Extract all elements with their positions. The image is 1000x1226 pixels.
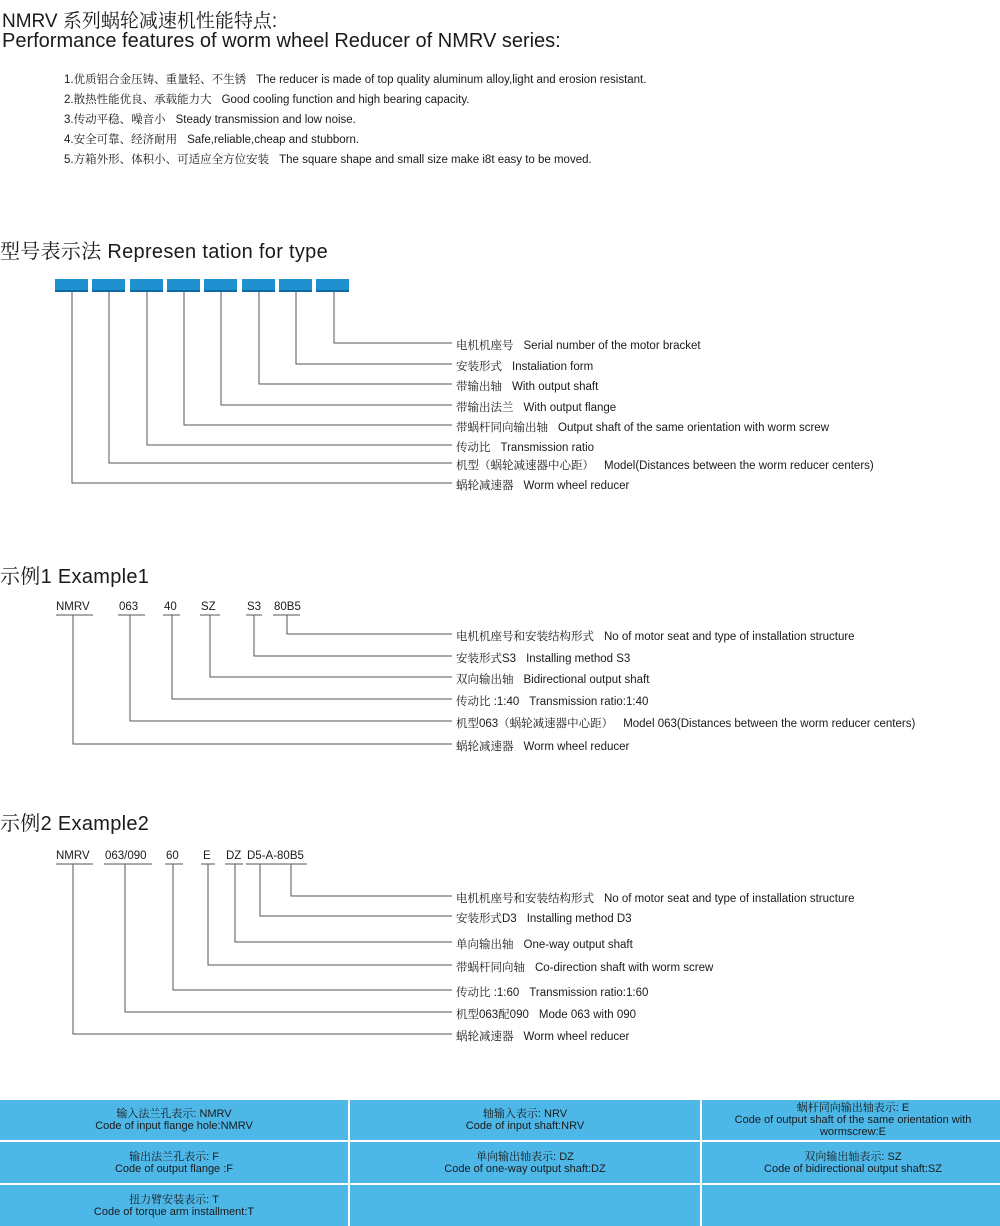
feature-item: 5.方箱外形、体积小、可适应全方位安装 The square shape and small size make i8t easy to be moved. bbox=[64, 154, 592, 166]
feature-item: 1.优质铝合金压铸、重量轻、不生锈 The reducer is made of top quality aluminum alloy,light and erosion resistant. bbox=[64, 74, 647, 86]
feature-item: 4.安全可靠、经济耐用 Safe,reliable,cheap and stubborn. bbox=[64, 134, 360, 146]
code-block bbox=[204, 279, 237, 292]
table-cell: 输入法兰孔表示: NMRV Code of input flange hole:NMRV bbox=[0, 1100, 348, 1140]
type-label: 传动比 Transmission ratio bbox=[456, 442, 595, 454]
example1-label: 传动比 :1:40 Transmission ratio:1:40 bbox=[456, 696, 649, 708]
example1-title: 示例1 Example1 bbox=[0, 566, 150, 588]
example1-label: 安装形式S3 Installing method S3 bbox=[456, 653, 631, 665]
type-label: 带输出法兰 With output flange bbox=[456, 402, 617, 414]
example2-label: 带蜗杆同向轴 Co-direction shaft with worm screw bbox=[456, 962, 714, 974]
feature-item: 3.传动平稳、噪音小 Steady transmission and low noise. bbox=[64, 114, 356, 126]
title-english: Performance features of worm wheel Reducer of NMRV series: bbox=[2, 30, 561, 52]
example1-code: S3 bbox=[247, 601, 262, 613]
code-block bbox=[92, 279, 125, 292]
code-table bbox=[0, 1100, 1000, 1222]
code-block bbox=[279, 279, 312, 292]
example2-label: 安装形式D3 Installing method D3 bbox=[456, 913, 632, 925]
example2-code: E bbox=[203, 850, 211, 862]
table-cell: 输出法兰孔表示: F Code of output flange :F bbox=[0, 1142, 348, 1183]
type-label: 机型（蜗轮减速器中心距） Model(Distances between the worm reducer centers) bbox=[456, 460, 874, 472]
example2-label: 单向输出轴 One-way output shaft bbox=[456, 939, 633, 951]
code-block bbox=[316, 279, 349, 292]
example2-code: NMRV bbox=[56, 850, 90, 862]
example2-label: 机型063配090 Mode 063 with 090 bbox=[456, 1009, 637, 1021]
example1-code: 80B5 bbox=[274, 601, 301, 613]
type-section-title: 型号表示法 Represen tation for type bbox=[0, 241, 329, 263]
code-block bbox=[55, 279, 88, 292]
table-cell: 轴输入表示: NRV Code of input shaft:NRV bbox=[350, 1100, 700, 1140]
table-cell: 蜗杆同向输出轴表示: E Code of output shaft of the same orientation with wormscrew:E bbox=[702, 1100, 1000, 1140]
example1-code: 063 bbox=[119, 601, 139, 613]
table-cell: 双向输出轴表示: SZ Code of bidirectional output shaft:SZ bbox=[702, 1142, 1000, 1183]
example1-label: 电机机座号和安装结构形式 No of motor seat and type of installation structure bbox=[456, 631, 855, 643]
example2-label: 电机机座号和安装结构形式 No of motor seat and type of installation structure bbox=[456, 893, 855, 905]
type-label: 电机机座号 Serial number of the motor bracket bbox=[456, 340, 701, 352]
example1-code: SZ bbox=[201, 601, 216, 613]
title-chinese: NMRV 系列蜗轮减速机性能特点: bbox=[2, 11, 278, 32]
code-block bbox=[242, 279, 275, 292]
example1-label: 机型063（蜗轮减速器中心距） Model 063(Distances between the worm reducer centers) bbox=[456, 718, 916, 730]
type-label: 带蜗杆同向输出轴 Output shaft of the same orientation with worm screw bbox=[456, 422, 830, 434]
example1-label: 蜗轮减速器 Worm wheel reducer bbox=[456, 741, 630, 753]
table-cell: 单向输出轴表示: DZ Code of one-way output shaft:DZ bbox=[350, 1142, 700, 1183]
example2-label: 传动比 :1:60 Transmission ratio:1:60 bbox=[456, 987, 649, 999]
example2-label: 蜗轮减速器 Worm wheel reducer bbox=[456, 1031, 630, 1043]
code-block bbox=[130, 279, 163, 292]
example2-code: D5-A-80B5 bbox=[247, 850, 304, 862]
example2-code: DZ bbox=[226, 850, 242, 862]
example2-code: 60 bbox=[166, 850, 179, 862]
feature-item: 2.散热性能优良、承载能力大 Good cooling function and high bearing capacity. bbox=[64, 94, 470, 106]
table-cell-empty bbox=[350, 1185, 700, 1226]
example2-code: 063/090 bbox=[105, 850, 147, 862]
table-cell-empty bbox=[702, 1185, 1000, 1226]
type-label: 蜗轮减速器 Worm wheel reducer bbox=[456, 480, 630, 492]
example2-title: 示例2 Example2 bbox=[0, 813, 150, 835]
type-label: 带输出轴 With output shaft bbox=[456, 381, 599, 393]
type-label: 安装形式 Instaliation form bbox=[456, 361, 594, 373]
table-cell: 扭力臂安装表示: T Code of torque arm installment:T bbox=[0, 1185, 348, 1226]
example1-label: 双向输出轴 Bidirectional output shaft bbox=[456, 674, 650, 686]
example1-code: NMRV bbox=[56, 601, 90, 613]
example1-code: 40 bbox=[164, 601, 177, 613]
code-block bbox=[167, 279, 200, 292]
